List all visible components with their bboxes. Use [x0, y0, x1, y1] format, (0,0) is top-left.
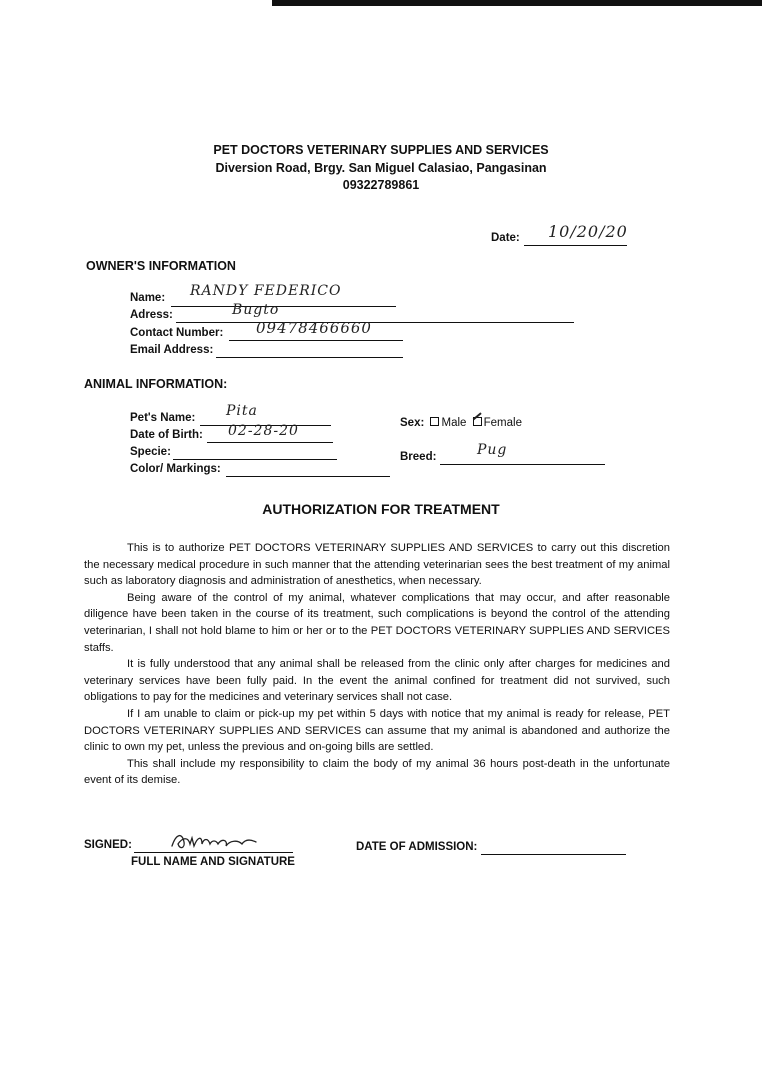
breed-value: Pug [477, 442, 508, 458]
signed-label: SIGNED: [84, 839, 132, 851]
owner-address-value: Bugto [232, 302, 280, 318]
date-line [524, 245, 627, 246]
owner-contact-line [229, 340, 403, 341]
sex-female-option: Female [483, 417, 522, 429]
clinic-name: PET DOCTORS VETERINARY SUPPLIES AND SERVICES [213, 143, 549, 157]
scan-edge-bar [272, 0, 762, 6]
breed-line [440, 464, 605, 465]
owner-email-line [216, 357, 403, 358]
owner-address-label: Adress: [130, 309, 173, 321]
paragraph-4: If I am unable to claim or pick-up my pet within 5 days with notice that my animal is ready for release, PET DOCTORS VETERINARY SUPPLIES AND SERVICES can assume that my animal is abandoned and authorize the clinic to own my pet, unless the previous and on-going bills are settled. [84, 707, 670, 754]
date-label: Date: [491, 232, 520, 244]
authorization-body [84, 540, 670, 789]
date-value: 10/20/20 [548, 222, 628, 241]
color-line [226, 476, 390, 477]
clinic-phone: 09322789861 [342, 178, 420, 192]
admission-line [481, 854, 626, 855]
owner-address-line [176, 322, 574, 323]
owner-email-label: Email Address: [130, 344, 214, 356]
sex-field [400, 417, 522, 429]
specie-label: Specie: [130, 446, 171, 458]
pet-name-label: Pet's Name: [130, 412, 196, 424]
handwritten-signature-icon [168, 828, 260, 856]
clinic-address: Diversion Road, Brgy. San Miguel Calasiao, Pangasinan [215, 161, 547, 175]
color-label: Color/ Markings: [130, 463, 221, 475]
paragraph-3: It is fully understood that any animal shall be released from the clinic only after charges for medicines and veterinary services have been fully paid. In the event the animal confined for treatment did not survived, such obligations to pay for the medicines and veterinary services shall not case. [84, 658, 670, 704]
dob-label: Date of Birth: [130, 429, 203, 441]
owner-name-label: Name: [130, 292, 166, 304]
sex-female-checkbox-checked[interactable] [473, 417, 482, 426]
authorization-title: AUTHORIZATION FOR TREATMENT [262, 501, 500, 517]
owner-contact-value: 09478466660 [256, 319, 372, 337]
owner-contact-label: Contact Number: [130, 327, 224, 339]
owner-name-line [171, 306, 396, 307]
dob-value: 02-28-20 [228, 423, 299, 439]
admission-label: DATE OF ADMISSION: [356, 841, 478, 853]
sex-male-checkbox[interactable] [430, 417, 439, 426]
breed-label: Breed: [400, 451, 437, 463]
animal-heading: ANIMAL INFORMATION: [84, 377, 228, 391]
sex-label: Sex: [400, 417, 425, 429]
signature-caption: FULL NAME AND SIGNATURE [131, 856, 295, 868]
owner-name-value: RANDY FEDERICO [190, 283, 342, 299]
owner-heading: OWNER'S INFORMATION [86, 259, 236, 273]
pet-name-value: Pita [226, 403, 258, 419]
dob-line [207, 442, 333, 443]
sex-male-option: Male [441, 417, 467, 429]
paragraph-5: This shall include my responsibility to claim the body of my animal 36 hours post-death in the unfortunate event of its demise. [84, 757, 670, 787]
paragraph-1: This is to authorize PET DOCTORS VETERINARY SUPPLIES AND SERVICES to carry out this discretion the necessary medical procedure in such manner that the attending veterinarian sees the best treatment of my animal such as laboratory diagnosis and administration of anesthetics, when necessary. [84, 542, 670, 588]
paragraph-2: Being aware of the control of my animal, whatever complications that may occur, and after reasonable diligence have been taken in the course of its treatment, such complications is beyond the control of the attending veterinarian, I shall not hold blame to him or her or to the PET DOCTORS VETERINARY SUPPLIES AND SERVICES staffs. [84, 591, 670, 654]
specie-line [173, 459, 337, 460]
